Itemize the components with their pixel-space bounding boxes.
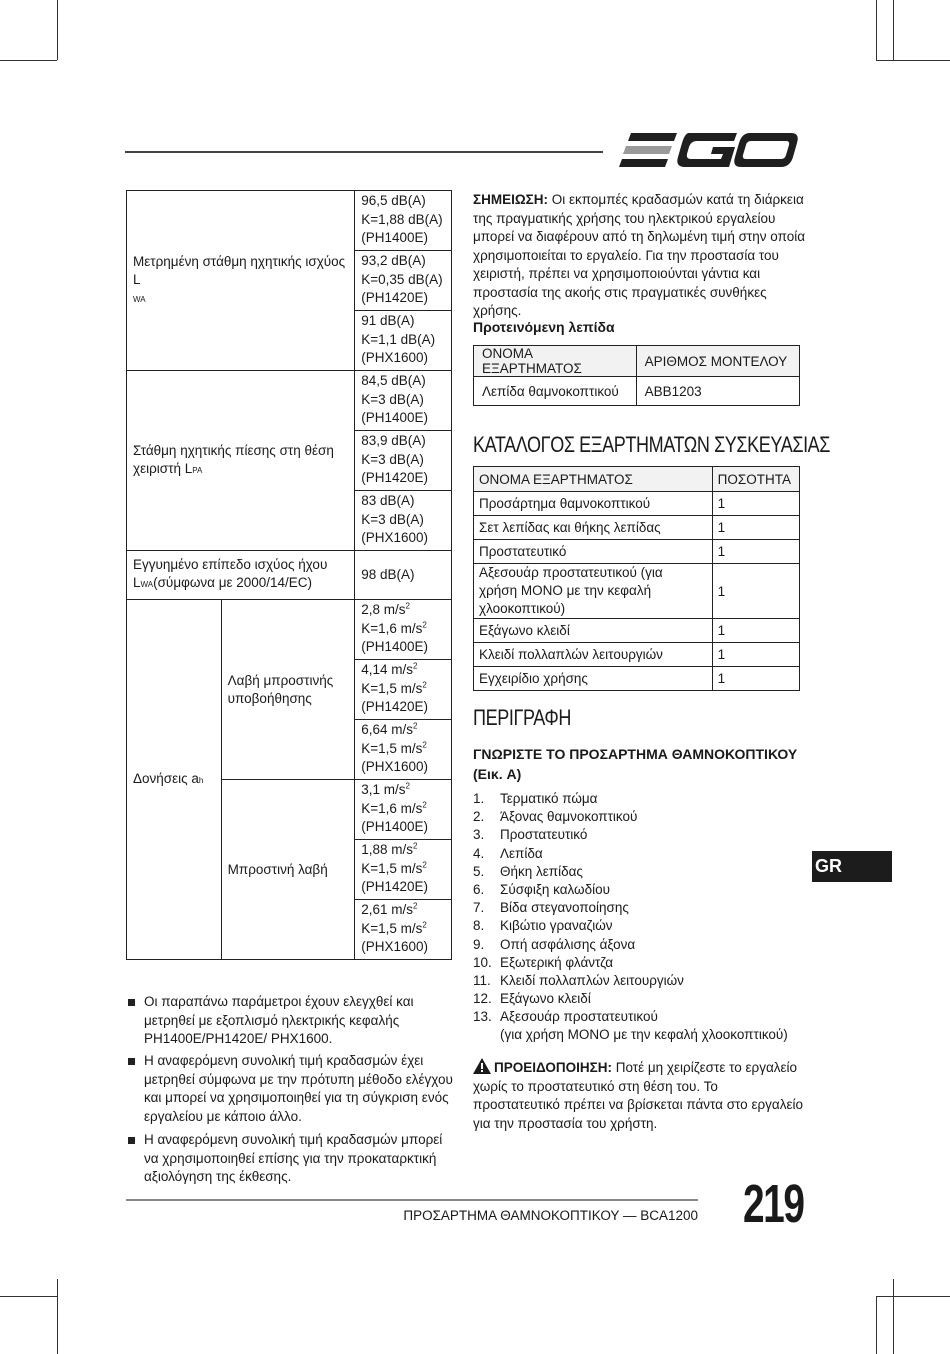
catalog-table <box>473 466 800 691</box>
catalog-item-qty: 1 <box>712 667 799 691</box>
bullet-square-icon <box>128 999 135 1006</box>
footer-rule <box>126 1199 698 1201</box>
description-subheading: ΓΝΩΡΙΣΤΕ ΤΟ ΠΡΟΣΑΡΤΗΜΑ ΘΑΜΝΟΚΟΠΤΙΚΟΥ (Εικ. A) <box>473 746 798 782</box>
blade-col-model-header: ΑΡΙΘΜΟΣ ΜΟΝΤΕΛΟΥ <box>636 346 799 377</box>
page-number: 219 <box>743 1174 804 1234</box>
catalog-item-qty: 1 <box>712 564 799 619</box>
description-heading: ΠΕΡΙΓΡΑΦΗ <box>473 705 571 730</box>
spec-value: 83,9 dB(A) K=3 dB(A) (PH1420E) <box>355 431 452 491</box>
spec-value: 2,61 $m/s^2$ K=1,5 $m/s^2$ (PHX1600) <box>355 900 452 960</box>
catalog-item-name: Αξεσουάρ προστατευτικού (για χρήση ΜΟΝΟ με την κεφαλή χλοοκοπτικού) <box>474 564 713 619</box>
catalog-item-name: Εγχειρίδιο χρήσης <box>474 667 713 691</box>
parts-list <box>473 790 803 1045</box>
spec-value: 4,14 $m/s^2$ K=1,5 $m/s^2$ (PH1420E) <box>355 660 452 720</box>
spec-label-front-handle: Μπροστινή λαβή <box>221 780 355 960</box>
blade-model-cell: ABB1203 <box>636 377 799 406</box>
list-item: 8. Κιβώτιο γραναζιών <box>473 918 613 934</box>
list-item: 3. Προστατευτικό <box>473 827 588 843</box>
spec-value: 84,5 dB(A) K=3 dB(A) (PH1400E) <box>355 371 452 431</box>
catalog-item-qty: 1 <box>712 619 799 643</box>
list-item: 13. Αξεσουάρ προστατευτικού <box>473 1009 658 1025</box>
note-paragraph: ΣΗΜΕΙΩΣΗ: Οι εκπομπές κραδασμών κατά τη διάρκεια της πραγματικής χρήσης του ηλεκτρικού εργαλείου μπορεί να διαφέρουν από τη δηλωμένη τιμή στην οποία χρησιμοποιείται το εργαλείο. Για την προστασία του χειριστή, πρέπει να χρησιμοποιούνται γάντια και προστασία της ακοής στις πραγματικές συνθήκες χρήσης. <box>473 192 806 318</box>
ego-logo <box>617 130 799 170</box>
language-tab: GR <box>812 851 892 882</box>
list-item: 10. Εξωτερική φλάντζα <box>473 954 614 970</box>
spec-value: 83 dB(A) K=3 dB(A) (PHX1600) <box>355 491 452 551</box>
list-item: 7. Βίδα στεγανοποίησης <box>473 900 629 916</box>
warning-triangle-icon <box>473 1058 491 1074</box>
bullet-item: Η αναφερόμενη συνολική τιμή κραδασμών έχει μετρηθεί σύμφωνα με την πρότυπη μέθοδο ελέγχου και μπορεί να χρησιμοποιηθεί για τη σύγκριση ενός εργαλείου με κάποιο άλλο. <box>128 1052 453 1126</box>
blade-col-name-header: ΟΝΟΜΑ ΕΞΑΡΤΗΜΑΤΟΣ <box>474 346 637 377</box>
catalog-col-name-header: ΟΝΟΜΑ ΕΞΑΡΤΗΜΑΤΟΣ <box>474 467 713 492</box>
header-rule <box>125 151 603 153</box>
list-item: 6. Σύσφιξη καλωδίου <box>473 881 610 897</box>
catalog-item-name: Σετ λεπίδας και θήκης λεπίδας <box>474 516 713 540</box>
footer-title: ΠΡΟΣΑΡΤΗΜΑ ΘΑΜΝΟΚΟΠΤΙΚΟΥ — BCA1200 <box>403 1208 698 1223</box>
blade-name-cell: Λεπίδα θαμνοκοπτικού <box>474 377 637 406</box>
list-item: 11. Κλειδί πολλαπλών λειτουργιών <box>473 972 684 988</box>
catalog-item-qty: 1 <box>712 540 799 564</box>
spec-label-vibration: Δονήσεις ah <box>127 600 222 960</box>
spec-label-front-aux-handle: Λαβή μπροστινής υποβοήθησης <box>221 600 355 780</box>
spec-value: 6,64 $m/s^2$ K=1,5 $m/s^2$ (PHX1600) <box>355 720 452 780</box>
warning-paragraph: ΠΡΟΕΙΔΟΠΟΙΗΣΗ: Ποτέ μη χειρίζεστε το εργαλείο χωρίς το προστατευτικό στη θέση του. Το προστατευτικό πρέπει να βρίσκεται πάντα στο εργαλείο για την προστασία του χρήστη. <box>473 1060 803 1131</box>
spec-value: 96,5 dB(A) K=1,88 dB(A) (PH1400E) <box>355 191 452 251</box>
spec-value: 3,1 $m/s^2$ K=1,6 $m/s^2$ (PH1400E) <box>355 780 452 840</box>
spec-table <box>126 190 452 960</box>
list-item: 4. Λεπίδα <box>473 845 543 861</box>
list-item-continuation: (για χρήση ΜΟΝΟ με την κεφαλή χλοοκοπτικού) <box>500 1027 788 1043</box>
catalog-item-name: Προσάρτημα θαμνοκοπτικού <box>474 492 713 516</box>
catalog-col-qty-header: ΠΟΣΟΤΗΤΑ <box>712 467 799 492</box>
list-item: 5. Θήκη λεπίδας <box>473 863 583 879</box>
bullet-item: Η αναφερόμενη συνολική τιμή κραδασμών μπορεί να χρησιμοποιηθεί επίσης για την προκαταρκτική αξιολόγηση της έκθεσης. <box>128 1131 453 1187</box>
spec-label-guaranteed: Εγγυημένο επίπεδο ισχύος ήχου LWA(σύμφωνα με 2000/14/EC) <box>127 551 355 600</box>
list-item: 9. Οπή ασφάλισης άξονα <box>473 936 636 952</box>
bullet-square-icon <box>128 1058 135 1065</box>
catalog-item-name: Προστατευτικό <box>474 540 713 564</box>
spec-value: 2,8 $m/s^2$ K=1,6 $m/s^2$ (PH1400E) <box>355 600 452 660</box>
spec-value: 1,88 $m/s^2$ K=1,5 $m/s^2$ (PH1420E) <box>355 840 452 900</box>
spec-value: 91 dB(A) K=1,1 dB(A) (PHX1600) <box>355 311 452 371</box>
catalog-item-qty: 1 <box>712 643 799 667</box>
list-item: 2. Άξονας θαμνοκοπτικού <box>473 809 638 825</box>
catalog-item-name: Κλειδί πολλαπλών λειτουργιών <box>474 643 713 667</box>
spec-value: 98 dB(A) <box>355 551 452 600</box>
list-item: 1. Τερματικό πώμα <box>473 791 598 806</box>
catalog-heading: ΚΑΤΑΛΟΓΟΣ ΕΞΑΡΤΗΜΑΤΩΝ ΣΥΣΚΕΥΑΣΙΑΣ <box>473 432 831 457</box>
catalog-item-qty: 1 <box>712 516 799 540</box>
spec-label-lwa: Μετρημένη στάθμη ηχητικής ισχύος L WA <box>127 191 355 371</box>
spec-value: 93,2 dB(A) K=0,35 dB(A) (PH1420E) <box>355 251 452 311</box>
catalog-item-qty: 1 <box>712 492 799 516</box>
bullet-square-icon <box>128 1137 135 1144</box>
list-item: 12. Εξάγωνο κλειδί <box>473 991 591 1007</box>
spec-label-lpa: Στάθμη ηχητικής πίεσης στη θέση χειριστή LPA <box>127 371 355 551</box>
blade-heading: Προτεινόμενη λεπίδα <box>473 319 615 335</box>
catalog-item-name: Εξάγωνο κλειδί <box>474 619 713 643</box>
bullet-item: Οι παραπάνω παράμετροι έχουν ελεγχθεί και μετρηθεί με εξοπλισμό ηλεκτρικής κεφαλής PH1400E/PH1420E/ PHX1600. <box>128 993 453 1049</box>
blade-table <box>473 345 800 406</box>
